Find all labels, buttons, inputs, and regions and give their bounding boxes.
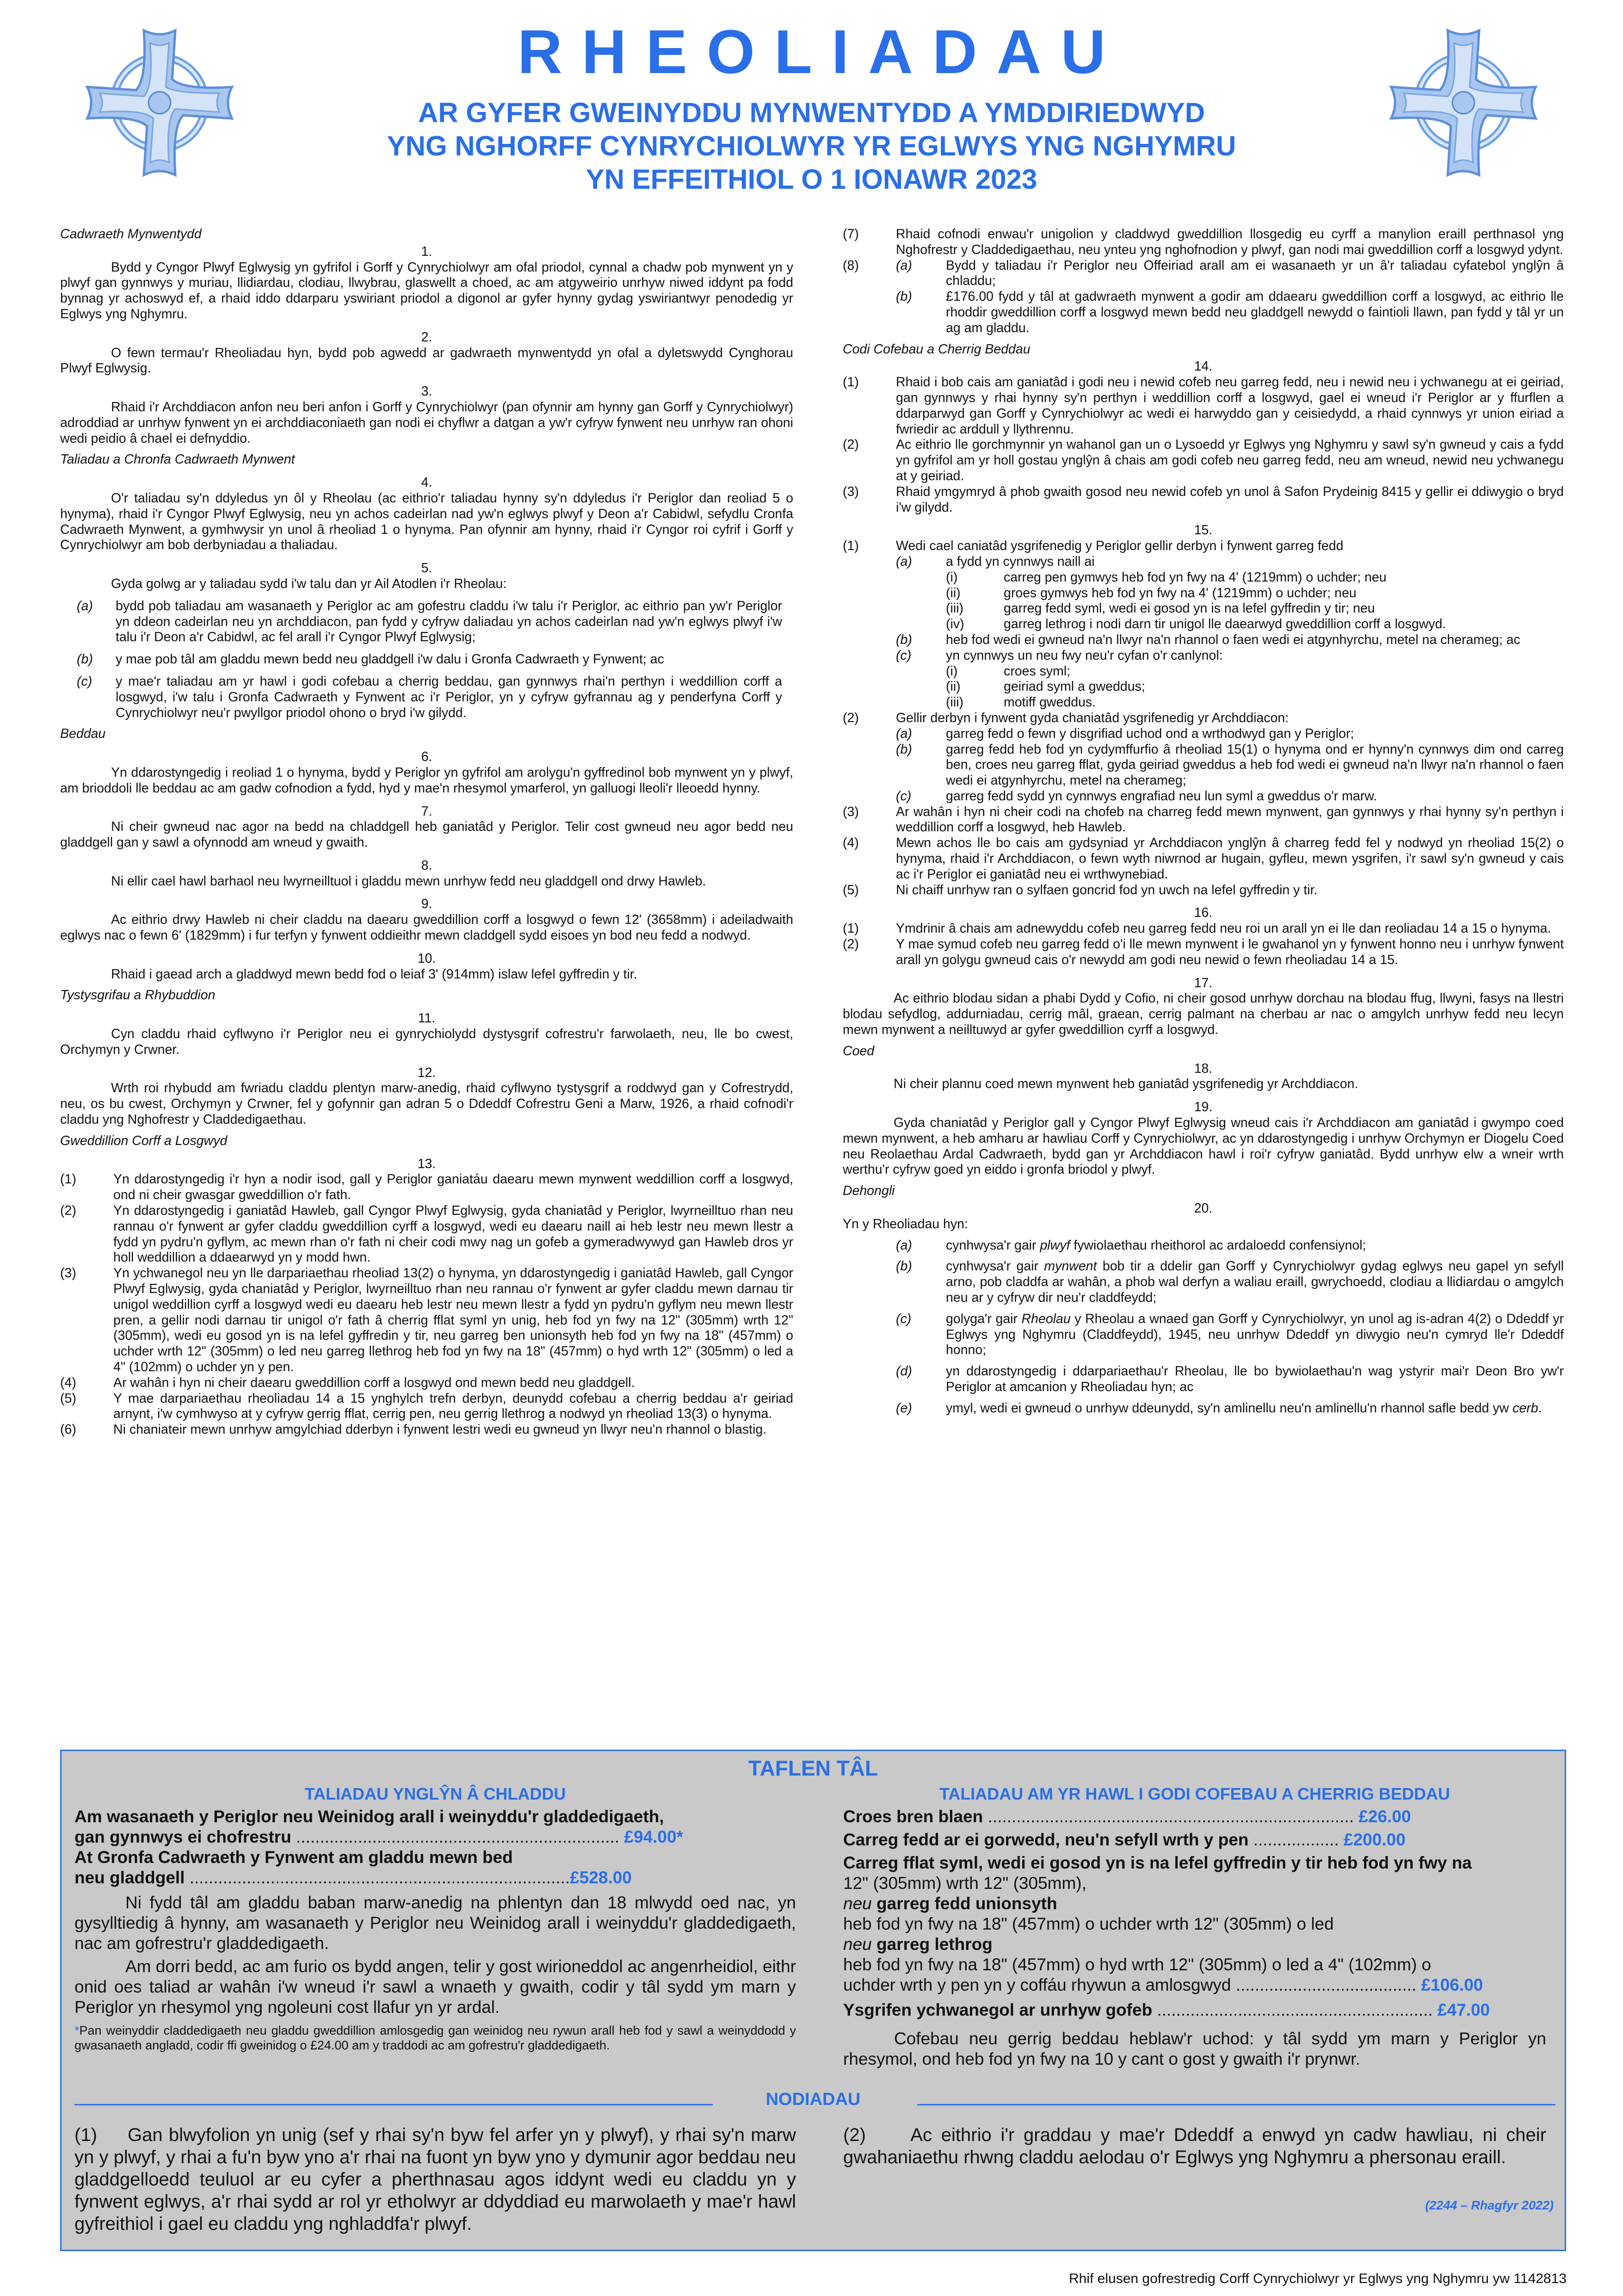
section-heading: Taliadau a Chronfa Cadwraeth Mynwent [60, 452, 295, 467]
regulation-number: 15. [1194, 523, 1213, 538]
item-text: garreg lethrog i nodi darn tir unigol lle daearwyd gweddillion corff a losgwyd. [1004, 617, 1446, 632]
list-item [60, 1391, 793, 1423]
item-text: garreg fedd o fewn y disgrifiad uchod ond a wrthodwyd gan y Periglor; [946, 726, 1354, 741]
item-label: (1) [843, 538, 859, 554]
fee-price: £26.00 [1358, 1807, 1411, 1826]
regulation-text: Ac eithrio drwy Hawleb ni cheir claddu na daearu gweddillion corff a losgwyd o fewn 12' (3658mm) i adeiladwaith eglwys nac o fewn 6' (1829mm) i fur terfyn y fynwent oddieithr mewn claddgell sydd eisoes yn bod neu fedd a nodwyd. [60, 912, 793, 943]
item-text: Wedi cael caniatâd ysgrifenedig y Periglor gellir derbyn i fynwent garreg fedd [896, 538, 1344, 554]
list-item [843, 375, 1564, 437]
list-item [843, 538, 1564, 554]
list-item [843, 1259, 1564, 1306]
item-text: Ar wahân i hyn ni cheir daearu gweddillion corff a losgwyd ond mewn bedd neu gladdgell. [113, 1375, 635, 1390]
item-text: Rhaid ymgymryd â phob gwaith gosod neu newid cofeb yn unol â Safon Prydeinig 8415 y gellir ei ddiwygio o bryd i'w gilydd. [896, 484, 1564, 515]
regulation-text: Gyda chaniatâd y Periglor gall y Cyngor Plwyf Eglwysig wneud cais i'r Archddiacon am ganiatâd i gwympo coed mewn mynwent, a heb amharu ar hawliau Corff y Cynrychiolwyr, ac yn ddarostyngedig i unrhyw Orchymyn er Diogelu Coed neu Reolaethau Ardal Cadwraeth, bydd gan yr Archddiacon hawl i roi'r cyfryw ganiatâd. Bydd unrhyw elw a wneir wrth werthu'r cyfryw goed yn eiddo i gronfa briodol y plwyf. [843, 1115, 1564, 1177]
right-column [843, 227, 1564, 1417]
regulation-text: Yn ddarostyngedig i reoliad 1 o hynyma, bydd y Periglor yn gyfrifol am arolygu'n gyffredinol bob mynwent yn y plwyf, am brioddoli lle beddau ac am gadw cofnodion a fydd, hyd y mae'n rhesymol ymarferol, yn galluogi lleoli'r lleoedd hynny. [60, 765, 793, 796]
page-title: RHEOLIADAU [517, 18, 1125, 87]
item-label: (c) [896, 1311, 912, 1326]
item-text: yn cynnwys un neu fwy neu'r cyfan o'r canlynol: [946, 648, 1223, 663]
item-label: (ii) [946, 679, 961, 694]
fee-price: £528.00 [570, 1868, 632, 1887]
regulation-text: Rhaid i gaead arch a gladdwyd mewn bedd fod o leiaf 3' (914mm) islaw lefel gyffredin y tir. [111, 966, 637, 982]
item-label: (e) [896, 1400, 912, 1416]
regulation-number: 18. [1194, 1061, 1213, 1076]
regulation-number: 6. [421, 749, 432, 765]
item-label: (b) [896, 1259, 912, 1274]
list-item [843, 679, 1564, 695]
fee-row: Ysgrifen ychwanegol ar unrhyw gofeb .......................................................... £47.00 [843, 2000, 1490, 2019]
regulation-text: Gyda golwg ar y taliadau sydd i'w talu dan yr Ail Atodlen i'r Rheolau: [111, 576, 507, 591]
list-item [843, 258, 1564, 290]
list-item [843, 1312, 1564, 1358]
list-item [843, 711, 1564, 726]
regulation-text: Ac eithrio blodau sidan a phabi Dydd y Cofio, ni cheir gosod unrhyw dorchau na blodau ffug, llwyni, fasys na llestri blodau sefydlog, addurniadau, cerrig mâl, graean, cerrig palmant na cherbau ar nac o amgylch unrhyw fedd neu lecyn mewn mynwent a neilltuwyd ar gyfer gweddillion cyrff a losgwyd. [843, 991, 1564, 1038]
regulation-number: 7. [421, 804, 432, 819]
regulation-number: 2. [421, 329, 432, 345]
item-text: Rhaid cofnodi enwau'r unigolion y claddwyd gweddillion llosgedig eu cyrff a manylion eraill perthnasol yng Nghofrestr y Claddedigaethau, neu ynteu yng nghofnodion y plwyf, gan nodi mai gweddillion corff a losgwyd ydynt. [896, 227, 1564, 257]
section-heading: Coed [843, 1043, 875, 1058]
list-item [843, 789, 1564, 805]
item-text: carreg pen gymwys heb fod yn fwy na 4' (1219mm) o uchder; neu [1004, 569, 1387, 585]
fee-note: Am dorri bedd, ac am furio os bydd angen, telir y gost wirioneddol ac angenrheidiol, eithr onid oes taliad ar wahân i'w wneud i'r sawl a wnaeth y gwaith, codir y tâl sydd ym marn y Periglor yn rhesymol yng ngoleuni cost llafur yn yr ardal. [74, 1957, 796, 2017]
item-label: (iii) [946, 601, 963, 616]
fee-row: Am wasanaeth y Periglor neu Weinidog arall i weinyddu'r gladdedigaeth, gan gynnwys ei chofrestru .................................................................... £94.00* [74, 1807, 683, 1846]
regulation-text: Ni ellir cael hawl barhaol neu lwyrneilltuol i gladdu mewn unrhyw fedd neu gladdgell ond drwy Hawleb. [111, 873, 706, 889]
list-item [843, 617, 1564, 632]
item-text: groes gymwys heb fod yn fwy na 4' (1219mm) o uchder; neu [1004, 585, 1357, 600]
item-text: Y mae darpariaethau rheoliadau 14 a 15 ynghylch trefn derbyn, deunydd cofebau a cherrig beddau a'r geiriad arnynt, i'w cymhwyso at y cyfryw gerrig fflat, cerrig pen, neu gerrig llethrog a nodwyd yn rheoliad 13(3) o hynyma. [113, 1391, 793, 1422]
item-label: (d) [896, 1364, 912, 1379]
list-item [60, 1266, 793, 1375]
item-text: garreg fedd syml, wedi ei gosod yn is na lefel gyffredin y tir; neu [1004, 601, 1375, 616]
regulation-number: 4. [421, 475, 432, 490]
list-item [843, 937, 1564, 968]
list-item [60, 1422, 793, 1438]
regulation-number: 20. [1194, 1201, 1213, 1216]
item-label: (3) [843, 804, 859, 819]
list-item [843, 1401, 1564, 1417]
section-heading: Codi Cofebau a Cherrig Beddau [843, 341, 1031, 357]
footnote: *Pan weinyddir claddedigaeth neu gladdu gweddillion amlosgedig gan weinidog neu rywun arall heb fod y sawl a weinyddodd y gwasanaeth angladd, codir ffi gweinidog o £24.00 am y traddodi ac am gofrestru'r gladdedigaeth. [74, 2024, 796, 2052]
regulation-number: 10. [417, 951, 436, 966]
fee-price: £47.00 [1437, 2000, 1490, 2019]
note: (2) Ac eithrio i'r graddau y mae'r Ddeddf a enwyd yn cadw hawliau, ni cheir gwahaniaethu rhwng claddu aelodau o'r Eglwys yng Nghymru a phersonau eraill. [843, 2125, 1547, 2167]
list-item [60, 599, 793, 645]
item-text: Yn ddarostyngedig i'r hyn a nodir isod, gall y Periglor ganiatáu daearu mewn mynwent weddillion corff a losgwyd, ond ni cheir gwasgar gweddillion o'r fath. [113, 1172, 793, 1203]
regulation-text: Yn y Rheoliadau hyn: [843, 1216, 968, 1232]
charity-number: Rhif elusen gofrestredig Corff Cynrychiolwyr yr Eglwys yng Nghymru yw 1142813 [1068, 2271, 1567, 2286]
notes-title: NODIADAU [765, 2090, 861, 2109]
list-item [843, 883, 1564, 898]
regulation-text: Bydd y Cyngor Plwyf Eglwysig yn gyfrifol i Gorff y Cynrychiolwyr am ofal priodol, cynnal a chadw pob mynwent yn y plwyf gan gynnwys y muriau, llidiardau, clodiau, llwybrau, glaswellt a choed, ac am atgyweirio unrhyw niwed iddynt pa fodd bynnag yr achoswyd ef, a rhaid iddo ddarparu yswiriant priodol a digonol ar gyfer hynny gydag yswiriantwyr penodedig yr Eglwys yng Nghymru. [60, 260, 793, 322]
item-text: yn ddarostyngedig i ddarpariaethau'r Rheolau, lle bo bywiolaethau'n wag ystyrir mai'r Deon Bro yw'r Periglor at amcanion y Rheoliadau hyn; ac [946, 1364, 1564, 1394]
item-label: (ii) [946, 585, 961, 600]
list-item [843, 664, 1564, 680]
item-label: (c) [896, 788, 912, 804]
list-item [843, 437, 1564, 484]
list-item [843, 805, 1564, 836]
fee-price: £94.00* [624, 1827, 683, 1846]
fee-row: Carreg fedd ar ei gorwedd, neu'n sefyll wrth y pen .................. £200.00 [843, 1830, 1406, 1849]
list-item [843, 1364, 1564, 1395]
regulation-text: O'r taliadau sy'n ddyledus yn ôl y Rheolau (ac eithrio'r taliadau hynny sy'n ddyledus i'r Periglor dan reoliad 5 o hynyma), rhaid i'r Cyngor Plwyf Eglwysig, neu yn achos cadeirlan nad yw'n eglwys plwyf y Deon a'r Cabidwl, sefydlu Cronfa Cadwraeth Mynwent, a gymhwysir yn unol â rheoliad 1 o hynyma. Pan ofynnir am hynny, rhaid i'r Cyngor roi cyfrif i Gorff y Cynrychiolwyr am bob derbyniadau a thaliadau. [60, 490, 793, 553]
subtitle-line: YNG NGHORFF CYNRYCHIOLWYR YR EGLWYS YNG NGHYMRU [387, 130, 1236, 161]
item-label: (4) [843, 835, 859, 851]
item-label: (7) [843, 227, 859, 241]
memorial-fees-heading: TALIADAU AM YR HAWL I GODI COFEBAU A CHERRIG BEDDAU [939, 1784, 1450, 1803]
item-label: (3) [843, 484, 859, 499]
item-label: (a) [77, 598, 93, 613]
item-text: Ac eithrio lle gorchmynnir yn wahanol gan un o Lysoedd yr Eglwys yng Nghymru y sawl sy'n gwneud y cais a fydd yn gyfrifol am yr holl gostau ynglŷn â chais am godi cofeb neu garreg fedd, neu am wneud, newid neu ychwanegu at y geiriad. [896, 437, 1564, 483]
section-heading: Beddau [60, 726, 106, 742]
regulation-number: 5. [421, 561, 432, 576]
item-label: (i) [946, 569, 958, 585]
item-text: garreg fedd heb fod yn cydymffurfio â rheoliad 15(1) o hynyma ond er hynny'n cynnwys dim ond carreg ben, croes neu garreg fflat, gyda geiriad gweddus a heb fod wedi ei gwneud na'n llwyr na'n rhannol o faen wedi ei atgynhyrchu, metel na cherameg; [946, 742, 1564, 788]
page-subtitle [259, 96, 1364, 196]
regulation-text: Ni cheir gwneud nac agor na bedd na chladdgell heb ganiatâd y Periglor. Telir cost gwneud neu agor bedd neu gladdgell gan y sawl a ofynnodd am wneud y gwaith. [60, 819, 793, 850]
list-item [843, 586, 1564, 601]
regulation-text: Wrth roi rhybudd am fwriadu claddu plentyn marw-anedig, rhaid cyflwyno tystysgrif a roddwyd gan y Cofrestrydd, neu, os bu cwest, Orchymyn y Crwner, fel y gofynnir gan adran 5 o Ddeddf Cofrestru Geni a Marw, 1926, a rhaid cofnodi'r claddu yng Nghofrestr y Claddedigaethau. [60, 1081, 793, 1127]
item-text: Yn ychwanegol neu yn lle darpariaethau rheoliad 13(2) o hynyma, yn ddarostyngedig i ganiatâd Hawleb, gall Cyngor Plwyf Eglwysig, gyda chaniatâd y Periglor, lwyrneilltuo rhan neu rannau o'r fynwent ar gyfer claddu mewn darnau tir unigol weddillion cyrff a losgwyd wedi eu daearu heb lestr neu mewn llestr a fydd yn pydru'n gyflym neu mewn llestr pren, a gellir nodi darnau tir unigol o'r fath â cherrig fflat syml yn unig, heb fod yn fwy na 12" (305mm) wrth 12" (305mm), wedi eu gosod yn is na lefel gyffredin y tir, neu garreg ben unionsyth heb fod yn fwy na 18" (457mm) o uchder wrth 12" (305mm) o led neu garreg llethrog heb fod yn fwy na 18" (457mm) o hyd wrth 12" (305mm) o led a 4" (102mm) o uchder yn y pen. [113, 1266, 793, 1374]
item-label: (a) [896, 1238, 912, 1253]
fee-note: Ni fydd tâl am gladdu baban marw-anedig na phlentyn dan 18 mlwydd oed nac, yn gysylltiedig â hynny, am wasanaeth y Periglor neu Weinidog arall i weinyddu'r gladdedigaeth, nac am gofrestru'r gladdedigaeth. [74, 1893, 796, 1953]
item-text: golyga'r gair Rheolau y Rheolau a wnaed gan Gorff y Cynrychiolwyr, yn unol ag is-adran 4(2) o Ddeddf yr Eglwys yng Nghymru (Claddfeydd), 1945, neu unrhyw Ddeddf yn diwygio neu'n cymryd lle'r Ddeddf honno; [946, 1311, 1564, 1358]
item-label: (2) [843, 437, 859, 452]
item-text: Y mae symud cofeb neu garreg fedd o'i lle mewn mynwent i le gwahanol yn y fynwent honno neu i unrhyw fynwent arall yn golygu gwneud cais o'r newydd am godi neu newid o fewn rheoliadau 14 a 15. [896, 937, 1564, 967]
item-label: (1) [60, 1172, 76, 1187]
list-item [60, 1375, 793, 1391]
fee-row: At Gronfa Cadwraeth y Fynwent am gladdu mewn bed neu gladdgell ................................................................................£528.00 [74, 1848, 632, 1887]
item-label: (i) [946, 663, 958, 679]
item-label: (c) [896, 648, 912, 663]
section-heading: Dehongli [843, 1183, 895, 1199]
section-heading: Cadwraeth Mynwentydd [60, 227, 202, 241]
regulation-number: 11. [418, 1011, 436, 1026]
item-text: ymyl, wedi ei gwneud o unrhyw ddeunydd, sy'n amlinellu neu'n amlinellu'n rhannol safle bedd yw cerb. [946, 1400, 1542, 1416]
list-item [843, 742, 1564, 789]
fee-price: £106.00 [1421, 1975, 1483, 1994]
fee-price: £200.00 [1344, 1830, 1406, 1849]
list-item [843, 695, 1564, 711]
item-text: a fydd yn cynnwys naill ai [946, 554, 1095, 569]
item-text: Rhaid i bob cais am ganiatâd i godi neu i newid cofeb neu garreg fedd, neu i newid neu i ychwanegu at ei geiriad, gan gynnwys y rhai hynny sy'n perthyn i weddillion corff a losgwyd, gael ei wneud i'r Periglor ar y ffurflen a ddarparwyd gan Gorff y Cynrychiolwyr ac wedi ei harwyddo gan y ceisiedydd, a rhaid cynnwys yr union eiriad a fwriedir ac arddull y llythrennu. [896, 375, 1564, 437]
item-label: (5) [60, 1391, 76, 1406]
item-text: £176.00 fydd y tâl at gadwraeth mynwent a godir am ddaearu gweddillion corff a losgwyd, ac eithrio lle rhoddir gweddillion corff a losgwyd mewn bedd neu gladdgell newydd o faintioli llawn, pan fydd y tâl yr un ag am gladdu. [946, 289, 1564, 335]
list-item [843, 601, 1564, 617]
fee-row: Croes bren blaen ............................................................................. £26.00 [843, 1807, 1411, 1826]
item-label: (iii) [946, 695, 963, 710]
item-label: (b) [896, 742, 912, 757]
item-text: y mae pob tâl am gladdu mewn bedd neu gladdgell i'w dalu i Gronfa Cadwraeth y Fynwent; ac [116, 652, 664, 667]
item-label: (c) [77, 674, 93, 689]
memorial-fees [843, 1807, 1546, 2069]
list-item [843, 1238, 1564, 1254]
regulation-number: 12. [417, 1065, 436, 1080]
fee-row: Carreg fflat syml, wedi ei gosod yn is na lefel gyffredin y tir heb fod yn fwy na 12" (305mm) wrth 12" (305mm), neu garreg fedd unionsyth heb fod yn fwy na 18" (457mm) o uchder wrth 12" (305mm) o led neu garreg lethrog heb fod yn fwy na 18" (457mm) o hyd wrth 12" (305mm) o led a 4" (102mm) o uchder wrth y pen yn y coffáu rhywun a amlosgwyd ...................................... £106.00 [843, 1853, 1483, 1994]
item-label: (b) [77, 652, 93, 667]
list-item [843, 835, 1564, 882]
section-heading: Tystysgrifau a Rhybuddion [60, 988, 216, 1003]
item-text: motiff gweddus. [1004, 695, 1096, 710]
document-reference: (2244 – Rhagfyr 2022) [1425, 2198, 1554, 2212]
burial-fees [74, 1807, 796, 2053]
list-item [843, 632, 1564, 648]
item-text: bydd pob taliadau am wasanaeth y Periglor ac am gofestru claddu i'w talu i'r Periglor, ac eithrio pan yw'r Periglor yn ddeon cadeirlan neu yn archddiacon, pan fydd y cyfryw daliadau yn achos cadeirlan nad yw'n eglwys plwyf i'w talu i'r Deon a'r Cabidwl, ac fel arall i'r Cyngor Plwyf Eglwysig; [116, 598, 782, 645]
item-text: cynhwysa'r gair mynwent bob tir a ddelir gan Gorff y Cynrychiolwyr gydag eglwys neu gapel yn sefyll arno, pob claddfa ar wahân, a phob wal derfyn a waliau eraill, gwrychoedd, clodiau a llidiardau o amgylch neu ar y cyfryw dir neu'r claddfeydd; [946, 1259, 1564, 1305]
item-label: (b) [896, 289, 912, 304]
list-item [843, 484, 1564, 516]
regulation-text: Rhaid i'r Archddiacon anfon neu beri anfon i Gorff y Cynrychiolwyr (pan ofynnir am hynny gan Gorff y Cynrychiolwyr) adroddiad ar unrhyw fynwent yn ei archddiaconiaeth gan nodi ei chyflwr a datgan a yw'r cyfryw fynwent neu unrhyw ran ohoni wedi peidio â chael ei defnyddio. [60, 399, 793, 446]
item-text: Yn ddarostyngedig i ganiatâd Hawleb, gall Cyngor Plwyf Eglwysig, gyda chaniatâd y Periglor, lwyrneilltuo rhan neu rannau o'r fynwent ar gyfer claddu gweddillion cyrff a losgwyd, wedi eu daearu naill ai heb lestr neu mewn llestr a fydd yn pydru'n gyflym, ac mewn rhan o'r fath ni cheir codi mwy nag un gofeb a gymeradwywyd gan Hawleb dros yr holl weddillion a ddaearwyd yn y modd hwn. [113, 1203, 793, 1265]
item-text: Gellir derbyn i fynwent gyda chaniatâd ysgrifenedig yr Archddiacon: [896, 710, 1289, 725]
item-label: (b) [896, 632, 912, 647]
left-column [60, 227, 793, 1438]
regulation-text: Cyn claddu rhaid cyflwyno i'r Periglor neu ei gynrychiolydd dystysgrif cofrestru'r farwolaeth, neu, lle bo cwest, Orchymyn y Crwner. [60, 1027, 793, 1057]
list-item [60, 1203, 793, 1266]
item-label: (6) [60, 1422, 76, 1437]
item-label: (1) [843, 921, 859, 936]
list-item [843, 921, 1564, 937]
item-label: (2) [60, 1203, 76, 1219]
item-label: (3) [60, 1266, 76, 1281]
fee-note: Cofebau neu gerrig beddau heblaw'r uchod: y tâl sydd ym marn y Periglor yn rhesymol, ond heb fod yn fwy na 10 y cant o gost y gwaith i'r prynwr. [843, 2029, 1546, 2068]
item-label: (2) [843, 710, 859, 725]
item-text: garreg fedd sydd yn cynnwys engrafiad neu lun syml a gweddus o'r marw. [946, 788, 1377, 804]
item-label: (iv) [946, 617, 964, 632]
regulation-number: 13. [417, 1156, 436, 1171]
list-item [843, 554, 1564, 570]
item-text: Bydd y taliadau i'r Periglor neu Offeiriad arall am ei wasanaeth yr un â'r taliadau cyfatebol ynglŷn â chladdu; [946, 258, 1564, 289]
item-label: (4) [60, 1375, 76, 1390]
list-item [60, 1172, 793, 1203]
item-text: heb fod wedi ei gwneud na'n llwyr na'n rhannol o faen wedi ei atgynhyrchu, metel na cherameg; ac [946, 632, 1520, 647]
item-label: (5) [843, 882, 859, 897]
burial-fees-heading: TALIADAU YNGLŶN Â CHLADDU [304, 1784, 566, 1803]
list-item [60, 652, 793, 668]
fees-title: TAFLEN TÂL [748, 1756, 878, 1780]
list-item [843, 648, 1564, 664]
item-text: Ni chaniateir mewn unrhyw amgylchiad dderbyn i fynwent lestri wedi eu gwneud yn llwyr neu'n rhannol o blastig. [113, 1422, 767, 1437]
item-label: (a) [896, 554, 912, 569]
regulation-number: 19. [1194, 1100, 1213, 1115]
item-label: (8) [843, 258, 859, 273]
regulation-number: 3. [421, 384, 432, 399]
item-text: Ymdrinir â chais am adnewyddu cofeb neu garreg fedd neu roi un arall yn ei lle dan reoliadau 14 a 15 o hynyma. [896, 921, 1551, 936]
note: (1) Gan blwyfolion yn unig (sef y rhai sy'n byw fel arfer yn y plwyf), y rhai sy'n marw yn y plwyf, y rhai a fu'n byw yno a'r rhai na fuont yn byw yno y dymunir agor beddau neu gladdgelloedd teuluol ar eu cyfer a pherthnasau agos iddynt wedi eu claddu yn y fynwent eglwys, a'r rhai sydd ar rol yr etholwyr ar ddyddiad eu marwolaeth y mae'r hawl gyfreithiol i gael eu claddu yng nghladdfa'r plwyf. [74, 2125, 796, 2234]
regulation-text: Ni cheir plannu coed mewn mynwent heb ganiatâd ysgrifenedig yr Archddiacon. [894, 1077, 1358, 1092]
regulation-text: O fewn termau'r Rheoliadau hyn, bydd pob agwedd ar gadwraeth mynwentydd yn ofal a dyletswydd Cynghorau Plwyf Eglwysig. [60, 345, 793, 376]
item-text: Mewn achos lle bo cais am gydsyniad yr Archddiacon ynglŷn â charreg fedd fel y nodwyd yn rheoliad 15(2) o hynyma, rhaid i'r Archddiacon, o fewn wyth niwrnod ar hugain, gyfleu, mewn ysgrifen, i'r sawl sy'n gwneud y cais ac i'r Periglor ei ganiatâd neu ei wrthwynebiad. [896, 835, 1564, 882]
regulation-number: 1. [421, 244, 432, 259]
list-item [60, 674, 793, 721]
item-text: cynhwysa'r gair plwyf fywiolaethau rheithorol ac ardaloedd confensiynol; [946, 1238, 1366, 1253]
list-item [843, 570, 1564, 586]
regulation-number: 9. [421, 897, 432, 912]
item-label: (1) [843, 375, 859, 390]
list-item [843, 289, 1564, 336]
list-item [843, 227, 1564, 258]
fees-panel [60, 1750, 1566, 2251]
regulation-number: 17. [1194, 975, 1213, 990]
item-label: (a) [896, 726, 912, 741]
item-text: Ni chaiff unrhyw ran o sylfaen goncrid fod yn uwch na lefel gyffredin y tir. [896, 882, 1318, 897]
regulation-number: 16. [1194, 905, 1213, 921]
item-text: croes syml; [1004, 663, 1071, 679]
subtitle-line: YN EFFEITHIOL O 1 IONAWR 2023 [586, 164, 1037, 195]
item-label: (a) [896, 258, 912, 273]
regulation-number: 8. [421, 858, 432, 873]
section-heading: Gweddillion Corff a Losgwyd [60, 1133, 228, 1148]
subtitle-line: AR GYFER GWEINYDDU MYNWENTYDD A YMDDIRIEDWYD [418, 97, 1205, 128]
item-text: Ar wahân i hyn ni cheir codi na chofeb na charreg fedd mewn mynwent, gan gynnwys y rhai hynny sy'n perthyn i weddillion corff a losgwyd, heb Hawleb. [896, 804, 1564, 835]
regulation-number: 14. [1194, 359, 1213, 374]
item-text: geiriad syml a gweddus; [1004, 679, 1145, 694]
item-label: (2) [843, 937, 859, 952]
item-text: y mae'r taliadau am yr hawl i godi cofebau a cherrig beddau, gan gynnwys rhai'n perthyn i weddillion corff a losgwyd, i'w talu i Gronfa Cadwraeth y Fynwent ac i'r Periglor, yn y cyfryw gyfrannau ag y penderfyna Corff y Cynrychiolwyr neu'r pwyllgor priodol ohono o bryd i'w gilydd. [116, 674, 782, 720]
list-item [843, 726, 1564, 742]
